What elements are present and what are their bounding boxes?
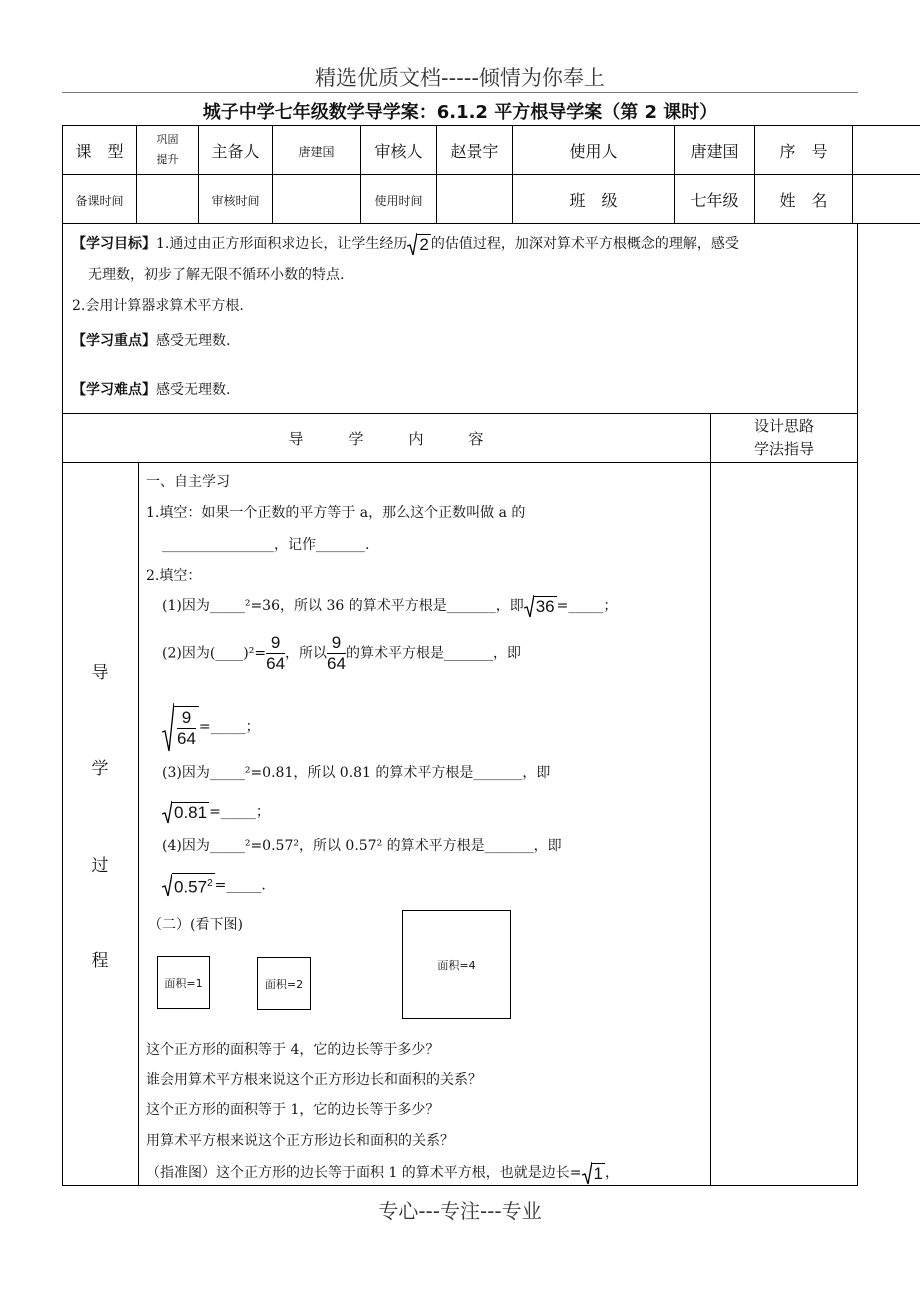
learning-goal-line-1 xyxy=(72,232,739,256)
page-header: 精选优质文档-----倾情为你奉上 xyxy=(315,66,605,90)
square-area-4 xyxy=(402,910,511,1019)
learning-focus xyxy=(72,331,230,351)
learning-difficulty-text: 感受无理数. xyxy=(156,382,231,398)
sqrt-057sq-expression xyxy=(162,873,215,898)
prep-time-label: 备课时间 xyxy=(63,175,137,224)
question-line-e-end: ， xyxy=(605,1165,620,1181)
question-2-2-continued xyxy=(162,702,260,752)
question-1-line-1: 1.填空：如果一个正数的平方等于 a，那么这个正数叫做 a 的 xyxy=(146,505,526,521)
reviewer-label: 审核人 xyxy=(361,126,437,175)
side-label-char-1: 导 xyxy=(91,663,109,683)
guide-content-header: 导 学 内 容 xyxy=(288,430,484,448)
square-area-2 xyxy=(257,957,311,1010)
question-2-3-continued xyxy=(162,800,270,824)
radical-sign-icon xyxy=(162,702,174,752)
square-area-1-label: 面积=1 xyxy=(164,976,203,990)
question-2-1-text: (1)因为_____²=36，所以 36 的算术平方根是_______，即 xyxy=(162,598,524,614)
question-2-3: (3)因为_____²=0.81，所以 0.81 的算术平方根是_______，即 xyxy=(162,765,551,781)
learning-goal-text-a: 1.通过由正方形面积求边长，让学生经历 xyxy=(156,236,408,252)
part-two-title: （二）(看下图) xyxy=(148,917,243,933)
question-line-c: 这个正方形的面积等于 1，它的边长等于多少？ xyxy=(146,1102,440,1118)
sqrt-081-expression xyxy=(162,800,209,824)
sqrt-057-base: 0.57 xyxy=(174,877,208,897)
learning-goal-line-2: 无理数，初步了解无限不循环小数的特点. xyxy=(88,267,345,283)
side-label-char-2: 学 xyxy=(91,759,109,779)
question-2-1-answer: =_____； xyxy=(556,598,618,614)
lesson-type-line-2: 提升 xyxy=(156,153,179,166)
question-2-4-answer: =_____. xyxy=(214,877,266,894)
document-title: 城子中学七年级数学导学案：6.1.2 平方根导学案（第 2 课时） xyxy=(202,102,718,123)
name-label: 姓 名 xyxy=(755,175,853,224)
question-2-2-text-c: 的算术平方根是_______，即 xyxy=(345,645,521,662)
sqrt-1-expression xyxy=(582,1161,605,1185)
section-header-divider xyxy=(62,462,858,463)
question-line-d: 用算术平方根来说这个正方形边长和面积的关系？ xyxy=(146,1133,454,1149)
question-line-e xyxy=(146,1161,619,1185)
fraction-denominator: 64 xyxy=(266,654,286,673)
question-2-2-text-b: ，所以 xyxy=(285,645,328,662)
sqrt-057-exponent: 2 xyxy=(207,878,213,889)
objectives-divider xyxy=(62,413,858,414)
radical-sign-icon xyxy=(162,800,172,824)
class-label: 班 级 xyxy=(513,175,675,224)
square-area-4-label: 面积=4 xyxy=(437,958,476,972)
radical-sign-icon xyxy=(582,1161,592,1185)
radical-sign-icon xyxy=(407,232,417,256)
question-2-1 xyxy=(162,594,617,618)
learning-goal-label: 【学习目标】 xyxy=(72,236,156,252)
side-label-char-3: 过 xyxy=(91,856,109,876)
fraction-numerator: 9 xyxy=(181,707,192,727)
lesson-type-label: 课 型 xyxy=(63,126,137,175)
learning-goal-2: 2.会用计算器求算术平方根. xyxy=(72,298,244,314)
sqrt-057sq-radicand xyxy=(172,873,215,898)
header-divider xyxy=(62,92,858,93)
question-2-title: 2.填空： xyxy=(146,568,202,584)
use-time-value xyxy=(437,175,513,224)
sqrt-081-radicand: 0.81 xyxy=(174,802,208,822)
radical-sign-icon xyxy=(162,873,172,897)
square-area-2-label: 面积=2 xyxy=(264,977,304,991)
reviewer-value: 赵景宇 xyxy=(437,126,513,175)
learning-difficulty xyxy=(72,380,230,400)
prep-time-value xyxy=(137,175,199,224)
sqrt-2-expression xyxy=(407,232,430,256)
design-notes-line-1: 设计思路 xyxy=(753,417,814,435)
author-label: 主备人 xyxy=(199,126,273,175)
lesson-info-table xyxy=(62,125,920,224)
question-line-e-text: （指准图）这个正方形的边长等于面积 1 的算术平方根，也就是边长= xyxy=(146,1165,582,1181)
question-2-2 xyxy=(162,633,521,674)
use-time-label: 使用时间 xyxy=(361,175,437,224)
learning-goal-text-b: 的估值过程，加深对算术平方根概念的理解，感受 xyxy=(430,236,739,252)
fraction-9-64-b xyxy=(327,633,346,674)
question-2-4: (4)因为_____²=0.57²，所以 0.57² 的算术平方根是_______，即 xyxy=(162,838,562,854)
side-label-char-4: 程 xyxy=(91,951,109,971)
class-value: 七年级 xyxy=(675,175,755,224)
fraction-denominator: 64 xyxy=(177,728,196,748)
question-2-3-answer: =_____； xyxy=(209,804,270,820)
question-1-line-2: ________________，记作_______. xyxy=(162,537,370,553)
sqrt-9-64-expression xyxy=(162,702,199,752)
lesson-type-value xyxy=(137,126,199,175)
fraction-denominator: 64 xyxy=(327,654,346,673)
design-column-divider xyxy=(710,413,711,1186)
sqrt-36-expression xyxy=(524,594,557,618)
lesson-type-line-1: 巩固 xyxy=(156,133,179,146)
side-column-divider xyxy=(138,462,139,1186)
review-time-value xyxy=(273,175,361,224)
author-value: 唐建国 xyxy=(273,126,361,175)
fraction-9-64-a xyxy=(266,633,285,674)
learning-focus-text: 感受无理数. xyxy=(156,333,231,349)
design-notes-line-2: 学法指导 xyxy=(753,440,814,458)
sqrt-2-radicand: 2 xyxy=(419,234,429,254)
user-label: 使用人 xyxy=(513,126,675,175)
seq-value xyxy=(853,126,920,175)
name-value xyxy=(853,175,920,224)
question-line-a: 这个正方形的面积等于 4，它的边长等于多少？ xyxy=(146,1042,440,1058)
design-notes-header xyxy=(711,415,857,461)
info-row-1 xyxy=(63,126,920,175)
seq-label: 序 号 xyxy=(755,126,853,175)
fraction-numerator: 9 xyxy=(331,633,342,652)
learning-difficulty-label: 【学习难点】 xyxy=(72,382,156,398)
fraction-9-64-c xyxy=(177,708,196,749)
page-footer: 专心---专注---专业 xyxy=(378,1199,542,1223)
question-2-4-continued xyxy=(162,873,266,898)
question-2-2-text-a: (2)因为(____)²= xyxy=(162,645,267,662)
user-value: 唐建国 xyxy=(675,126,755,175)
info-row-2 xyxy=(63,175,920,224)
sqrt-36-radicand: 36 xyxy=(535,596,555,616)
sqrt-1-radicand: 1 xyxy=(593,1163,604,1183)
learning-focus-label: 【学习重点】 xyxy=(72,333,156,349)
radical-sign-icon xyxy=(524,594,534,618)
question-2-2-answer: =_____； xyxy=(198,719,260,735)
self-study-title: 一、自主学习 xyxy=(146,474,230,490)
fraction-numerator: 9 xyxy=(270,633,281,652)
review-time-label: 审核时间 xyxy=(199,175,273,224)
square-area-1 xyxy=(157,956,210,1009)
question-line-b: 谁会用算术平方根来说这个正方形边长和面积的关系？ xyxy=(146,1072,482,1088)
